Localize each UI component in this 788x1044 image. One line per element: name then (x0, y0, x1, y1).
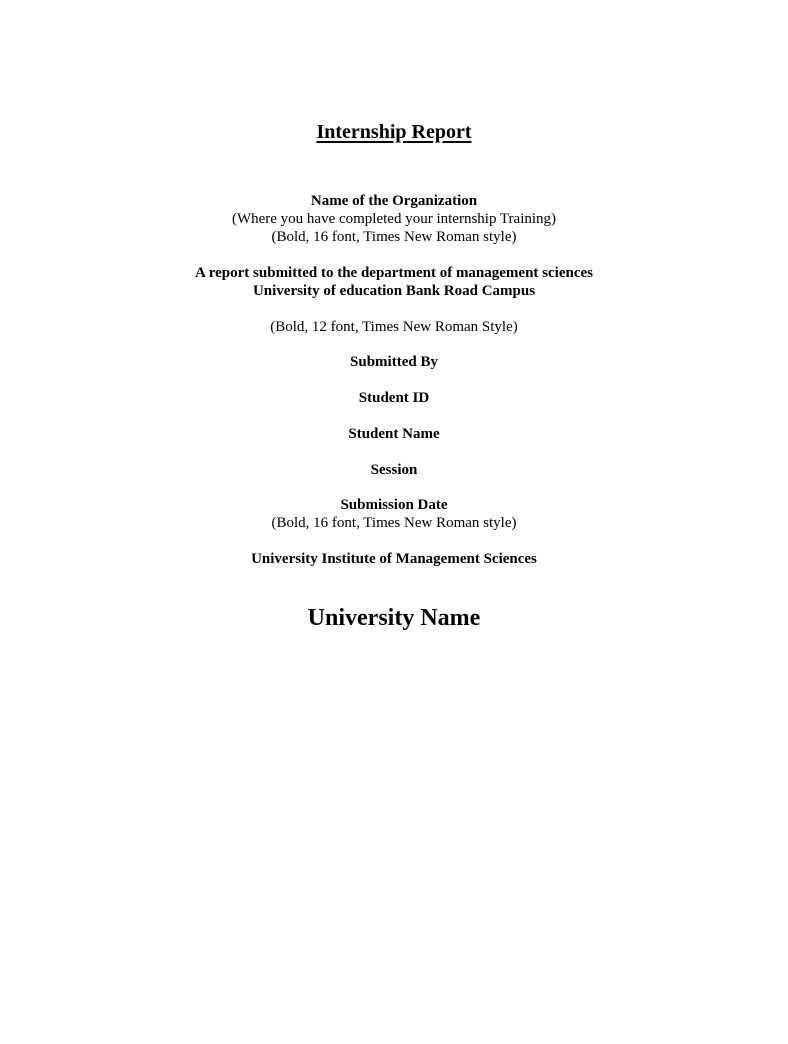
submission-line-1: A report submitted to the department of management sciences (195, 265, 593, 281)
report-title: Internship Report (316, 121, 472, 143)
organization-style-note: (Bold, 16 font, Times New Roman style) (271, 229, 517, 245)
student-id-label: Student ID (358, 390, 430, 406)
submission-line-2: University of education Bank Road Campus (252, 283, 536, 299)
student-name-label: Student Name (348, 426, 440, 442)
institute-name: University Institute of Management Sciences (251, 551, 537, 567)
date-style-note: (Bold, 16 font, Times New Roman style) (271, 515, 517, 531)
session-label: Session (370, 462, 418, 478)
university-name: University Name (307, 605, 481, 631)
organization-heading: Name of the Organization (310, 193, 478, 209)
submission-date-label: Submission Date (340, 497, 448, 513)
submitted-by-label: Submitted By (350, 354, 438, 370)
submission-style-note: (Bold, 12 font, Times New Roman Style) (270, 319, 518, 335)
organization-note: (Where you have completed your internship Training) (231, 211, 557, 227)
